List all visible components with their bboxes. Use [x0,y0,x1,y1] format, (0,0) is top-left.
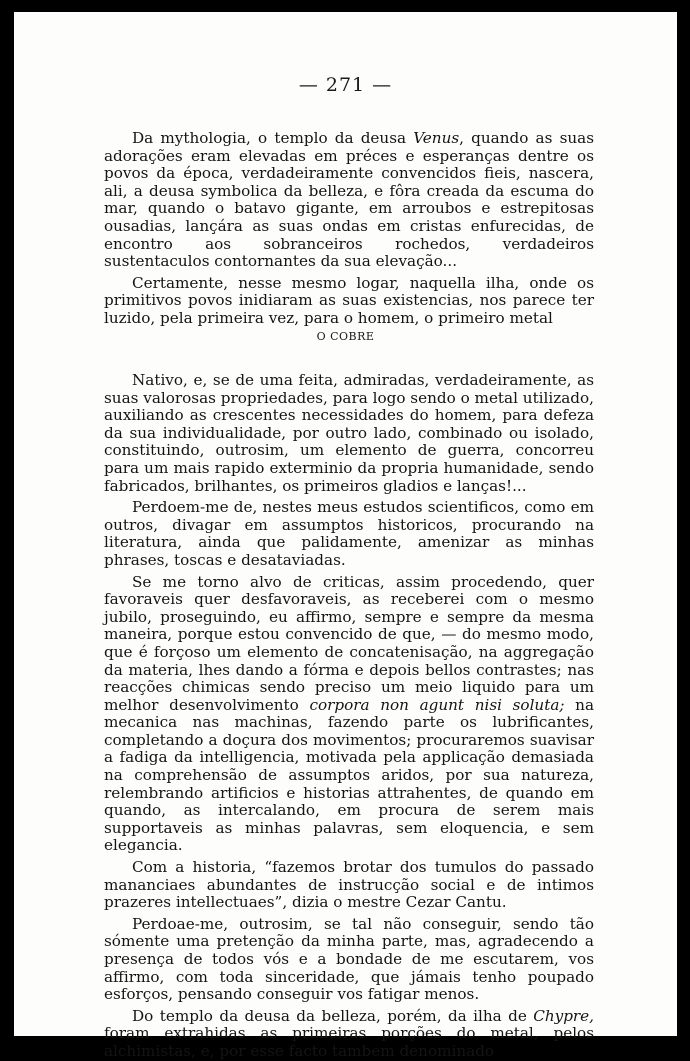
paragraph-mythology [104,130,594,271]
text-block-cobre [104,372,594,1061]
para-0-part-b: , quando as suas adorações eram elevadas em préces e esperanças dentre os povos da época, verdadeiramente convencidos fieis, nascera, ali, a deusa symbolica da belleza, e fôra creada da escuma do mar, quando o batavo gigante, em arroubos e estrepitosas ousadias, lançára as suas ondas em cristas enfurecidas, de encontro aos sobranceiros rochedos, verdadeiros sustentaculos contornantes da sua elevação... [104,129,594,271]
page-number: — 271 — [298,74,393,96]
term-chypre: Chypre, [533,1006,594,1025]
paragraph-criticas [104,574,594,856]
book-page [14,12,677,1060]
para-criticas-part-a: Se me torno alvo de criticas, assim procedendo, quer favoraveis quer desfavoraveis, as receberei com o mesmo jubilo, proseguindo, eu affirmo, sempre e sempre da mesma maneira, porque estou convencido de que, — do mesmo modo, que é forçoso um elemento de concatenisação, na aggregação da materia, lhes dando a fórma e depois bellos contrastes; nas reacções chimicas sendo preciso um meio liquido para um melhor desenvolvimento [104,572,594,714]
paragraph-perdoae: Perdoae-me, outrosim, se tal não conseguir, sendo tão sómente uma pretenção da minha parte, mas, agradecendo a presença de todos vós e a bondade de me escutarem, vos affirmo, com toda sinceridade, que jámais tenho poupado esforços, pensando conseguir vos fatigar menos. [104,914,594,1004]
para-0-part-a: Da mythologia, o templo da deusa [132,129,414,147]
section-heading: O COBRE [316,330,375,343]
para-chypre-part-a: Do templo da deusa da belleza, porém, da ilha de [132,1006,534,1025]
paragraph-historia: Com a historia, “fazemos brotar dos tumulos do passado mananciaes abundantes de instrucção social e de intimos prazeres intellectuaes”, dizia o mestre Cezar Cantu. [104,858,594,912]
text-block-intro [104,130,594,328]
paragraph-perdoem: Perdoem-me de, nestes meus estudos scientificos, como em outros, divagar em assumptos historicos, procurando na literatura, ainda que palidamente, amenizar as minhas phrases, toscas e desataviadas. [104,498,594,569]
paragraph-templo-chypre [104,1008,594,1061]
latin-phrase: corpora non agunt nisi soluta; [309,695,565,714]
paragraph-certamente: Certamente, nesse mesmo logar, naquella ilha, onde os primitivos povos inidiaram as suas existencias, nos parece ter luzido, pela primeira vez, para o homem, o primeiro metal [104,273,594,327]
term-venus: Venus [413,129,460,147]
paragraph-nativo: Nativo, e, se de uma feita, admiradas, verdadeiramente, as suas valorosas propriedades, para logo sendo o metal utilizado, auxiliando as crescentes necessidades do homem, para defeza da sua individualidade, por outro lado, combinado ou isolado, constituindo, outrosim, um elemento de guerra, concorreu para um mais rapido exterminio da propria humanidade, sendo fabricados, brilhantes, os primeiros gladios e lanças!... [104,371,594,495]
para-chypre-part-b: foram extrahidas as primeiras porções do metal, pelos alchimistas, e, por esse facto tambem denominado [104,1024,594,1060]
para-criticas-part-b: na mecanica nas machinas, fazendo parte os lubrificantes, completando a doçura dos movimentos; procuraremos suavisar a fadiga da intelligencia, motivada pela applicação demasiada na comprehensão de assumptos aridos, por sua natureza, relembrando artificios e historias attrahentes, de quando em quando, as intercalando, em procura de serem mais supportaveis as minhas palavras, sem eloquencia, e sem elegancia. [104,695,594,855]
